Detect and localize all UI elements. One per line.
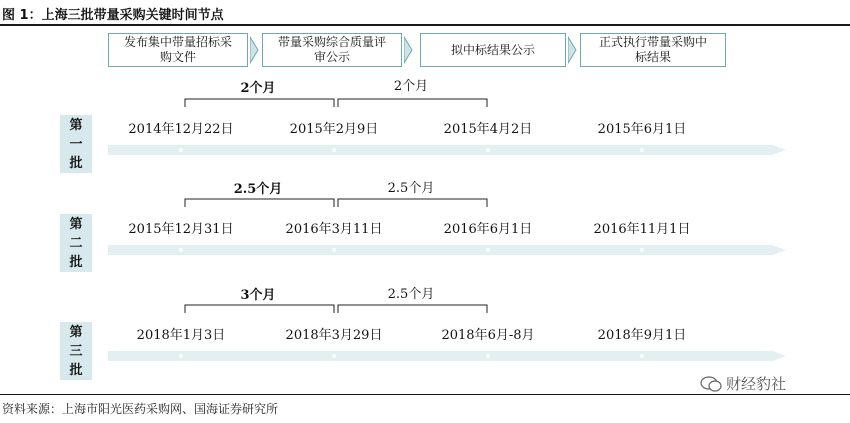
duration-label: 2个月	[393, 79, 429, 94]
batch-label-1	[60, 115, 92, 173]
date-label: 2015年4月2日	[443, 122, 533, 137]
timeline-node	[486, 248, 490, 252]
batch-char: 第	[69, 216, 83, 232]
batch-label-2	[60, 214, 92, 272]
date-label: 2018年3月29日	[285, 328, 383, 343]
timeline-node	[332, 248, 336, 252]
date-label: 2018年9月1日	[597, 328, 687, 343]
timeline-node	[640, 248, 644, 252]
stage-arrow-icon	[568, 33, 578, 67]
stage-label-line1: 正式执行带量采购中	[598, 35, 707, 49]
batch-char: 二	[69, 235, 83, 251]
stage-box-3	[420, 33, 566, 67]
watermark	[700, 373, 786, 394]
timeline-node	[486, 148, 490, 152]
timeline-node	[179, 248, 183, 252]
batch-char: 批	[69, 254, 83, 270]
timeline-arrow-band	[108, 140, 788, 160]
batch-char: 批	[69, 362, 83, 378]
date-label: 2018年1月3日	[136, 328, 226, 343]
timeline-node	[640, 354, 644, 358]
timeline-node	[486, 354, 490, 358]
duration-label: 2.5个月	[233, 182, 283, 197]
duration-label: 3个月	[240, 288, 276, 303]
batch-char: 第	[69, 324, 83, 340]
date-label: 2016年3月11日	[285, 222, 383, 237]
timeline-node	[332, 354, 336, 358]
stage-label-line2: 审公示	[313, 50, 350, 64]
duration-bracket	[182, 196, 492, 208]
duration-label: 2.5个月	[387, 181, 435, 196]
timeline-node	[179, 148, 183, 152]
date-label: 2018年6月-8月	[441, 328, 535, 343]
stage-arrow-icon	[404, 33, 414, 67]
title-divider	[0, 24, 850, 26]
duration-label: 2个月	[240, 81, 276, 96]
date-label: 2014年12月22日	[128, 122, 234, 137]
date-label: 2015年6月1日	[597, 122, 687, 137]
duration-bracket	[182, 302, 492, 314]
date-label: 2015年12月31日	[128, 222, 234, 237]
batch-char: 批	[69, 155, 83, 171]
timeline-arrow-band	[108, 346, 788, 366]
source-note: 资料来源：上海市阳光医药采购网、国海证券研究所	[2, 402, 279, 416]
stage-box-4	[580, 33, 726, 67]
date-label: 2016年6月1日	[443, 222, 533, 237]
stage-label-line1: 带量采购综合质量评	[277, 35, 386, 49]
stage-box-2	[262, 33, 402, 67]
batch-char: 一	[69, 136, 83, 152]
stage-label-line1: 拟中标结果公示	[450, 42, 535, 57]
timeline-arrow-band	[108, 240, 788, 260]
batch-char: 第	[69, 117, 83, 133]
date-label: 2015年2月9日	[289, 122, 379, 137]
date-label: 2016年11月1日	[593, 222, 691, 237]
figure-title: 图 1：上海三批带量采购关键时间节点	[2, 8, 224, 23]
timeline-node	[640, 148, 644, 152]
stage-label-line2: 购文件	[159, 50, 196, 64]
stage-arrow-icon	[250, 33, 260, 67]
timeline-node	[332, 148, 336, 152]
watermark-text: 财经豹社	[726, 375, 787, 393]
timeline-node	[179, 354, 183, 358]
batch-label-3	[60, 322, 92, 380]
stage-label-line2: 标结果	[634, 50, 671, 64]
batch-char: 三	[69, 343, 83, 359]
duration-bracket	[182, 96, 492, 108]
duration-label: 2.5个月	[387, 287, 435, 302]
stage-label-line1: 发布集中带量招标采	[123, 35, 232, 49]
stage-box-1	[108, 33, 248, 67]
footer-divider	[0, 394, 850, 395]
wechat-icon	[700, 375, 722, 393]
